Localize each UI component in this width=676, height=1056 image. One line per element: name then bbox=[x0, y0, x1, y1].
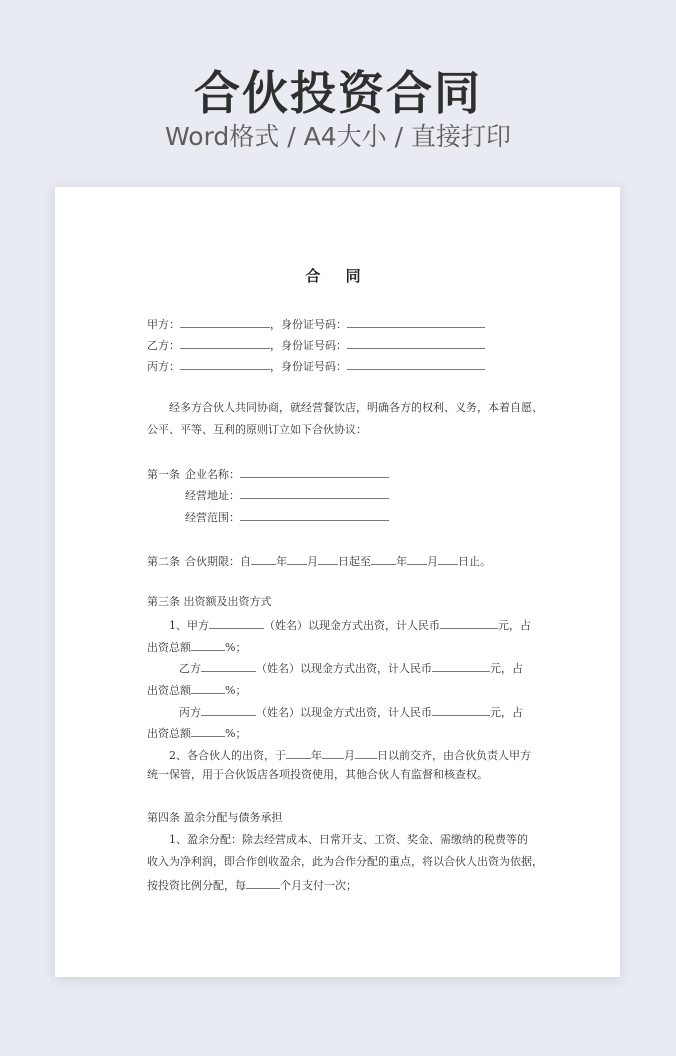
id-label: ，身份证号码： bbox=[270, 318, 347, 331]
clause-text: 个月支付一次； bbox=[280, 879, 357, 892]
start-month-field[interactable] bbox=[287, 553, 307, 565]
article4-heading: 第四条 盈余分配与债务承担 bbox=[147, 811, 283, 824]
address-field[interactable] bbox=[240, 487, 389, 499]
term-text: 年 bbox=[396, 555, 407, 568]
clause-text: 年 bbox=[311, 749, 322, 762]
article3-heading: 第三条 出资额及出资方式 bbox=[147, 595, 272, 608]
partner-name-field[interactable] bbox=[209, 617, 264, 629]
contribution-prefix: 1、甲方 bbox=[169, 619, 209, 632]
article2-row bbox=[147, 553, 491, 569]
deadline-day-field[interactable] bbox=[355, 747, 377, 759]
article2-heading: 第二条 bbox=[147, 555, 180, 568]
percent-sign: %； bbox=[225, 727, 247, 740]
end-month-field[interactable] bbox=[407, 553, 427, 565]
contribution-text: 元，占 bbox=[490, 662, 523, 675]
total-label: 出资总额 bbox=[147, 727, 191, 740]
percent-field[interactable] bbox=[191, 639, 225, 651]
party-row-b bbox=[147, 337, 485, 353]
clause-text: 2、各合伙人的出资，于 bbox=[169, 749, 286, 762]
contribution-total-b bbox=[147, 682, 246, 698]
end-year-field[interactable] bbox=[371, 553, 396, 565]
deadline-year-field[interactable] bbox=[286, 747, 311, 759]
clause2-line-1 bbox=[147, 747, 531, 763]
document-title: 合 同 bbox=[305, 267, 371, 285]
id-number-field[interactable] bbox=[347, 358, 485, 370]
id-number-field[interactable] bbox=[347, 316, 485, 328]
contribution-text: 元，占 bbox=[498, 619, 531, 632]
field-label: 经营范围： bbox=[185, 511, 240, 524]
contribution-prefix: 乙方 bbox=[179, 662, 201, 675]
contribution-total-a bbox=[147, 639, 246, 655]
payment-interval-field[interactable] bbox=[246, 877, 280, 889]
party-row-c bbox=[147, 358, 485, 374]
clause-text: 月 bbox=[344, 749, 355, 762]
party-name-field[interactable] bbox=[180, 358, 270, 370]
article4-line-3 bbox=[147, 877, 357, 893]
amount-field[interactable] bbox=[432, 660, 490, 672]
term-text: 日起至 bbox=[338, 555, 371, 568]
party-label: 丙方： bbox=[147, 360, 180, 373]
contribution-text: （姓名）以现金方式出资，计人民币 bbox=[264, 619, 440, 632]
scope-field[interactable] bbox=[240, 509, 389, 521]
contribution-text: （姓名）以现金方式出资，计人民币 bbox=[256, 662, 432, 675]
partner-name-field[interactable] bbox=[201, 660, 256, 672]
document-page bbox=[55, 187, 620, 977]
amount-field[interactable] bbox=[432, 704, 490, 716]
contribution-text: （姓名）以现金方式出资，计人民币 bbox=[256, 706, 432, 719]
clause-text: 按投资比例分配，每 bbox=[147, 879, 246, 892]
amount-field[interactable] bbox=[440, 617, 498, 629]
total-label: 出资总额 bbox=[147, 684, 191, 697]
id-label: ，身份证号码： bbox=[270, 339, 347, 352]
contribution-total-c bbox=[147, 725, 246, 741]
article4-line-1: 1、盈余分配：除去经营成本、日常开支、工资、奖金、需缴纳的税费等的 bbox=[169, 833, 528, 846]
term-label: 合伙期限： bbox=[185, 555, 240, 568]
contribution-row-c bbox=[147, 704, 523, 720]
total-label: 出资总额 bbox=[147, 641, 191, 654]
percent-sign: %； bbox=[225, 684, 247, 697]
percent-field[interactable] bbox=[191, 682, 225, 694]
contribution-prefix: 丙方 bbox=[179, 706, 201, 719]
id-label: ，身份证号码： bbox=[270, 360, 347, 373]
contribution-row-a bbox=[147, 617, 531, 633]
id-number-field[interactable] bbox=[347, 337, 485, 349]
enterprise-name-field[interactable] bbox=[240, 466, 389, 478]
intro-line-1: 经多方合伙人共同协商，就经营餐饮店，明确各方的权利、义务，本着自愿、 bbox=[169, 401, 543, 414]
party-name-field[interactable] bbox=[180, 316, 270, 328]
term-text: 年 bbox=[276, 555, 287, 568]
field-label: 企业名称： bbox=[185, 468, 240, 481]
start-day-field[interactable] bbox=[318, 553, 338, 565]
article1-row-1 bbox=[147, 466, 389, 482]
partner-name-field[interactable] bbox=[201, 704, 256, 716]
term-text: 日止。 bbox=[458, 555, 491, 568]
clause-text: 日以前交齐，由合伙负责人甲方 bbox=[377, 749, 531, 762]
party-label: 甲方： bbox=[147, 318, 180, 331]
article1-row-3 bbox=[147, 509, 389, 525]
percent-field[interactable] bbox=[191, 725, 225, 737]
banner-title: 合伙投资合同 bbox=[194, 66, 482, 120]
term-text: 月 bbox=[307, 555, 318, 568]
party-row-a bbox=[147, 316, 485, 332]
intro-line-2: 公平、平等、互利的原则订立如下合伙协议： bbox=[147, 423, 367, 436]
end-day-field[interactable] bbox=[438, 553, 458, 565]
party-name-field[interactable] bbox=[180, 337, 270, 349]
term-text: 月 bbox=[427, 555, 438, 568]
field-label: 经营地址： bbox=[185, 489, 240, 502]
start-year-field[interactable] bbox=[251, 553, 276, 565]
contribution-text: 元，占 bbox=[490, 706, 523, 719]
deadline-month-field[interactable] bbox=[322, 747, 344, 759]
banner-subtitle: Word格式 / A4大小 / 直接打印 bbox=[165, 122, 511, 151]
article1-heading: 第一条 bbox=[147, 468, 180, 481]
clause2-line-2: 统一保管，用于合伙饭店各项投资使用，其他合伙人有监督和核查权。 bbox=[147, 768, 488, 781]
party-label: 乙方： bbox=[147, 339, 180, 352]
article4-line-2: 收入为净利润，即合作创收盈余，此为合作分配的重点，将以合伙人出资为依据， bbox=[147, 855, 543, 868]
contribution-row-b bbox=[147, 660, 523, 676]
term-text: 自 bbox=[240, 555, 251, 568]
article1-row-2 bbox=[147, 487, 389, 503]
percent-sign: %； bbox=[225, 641, 247, 654]
